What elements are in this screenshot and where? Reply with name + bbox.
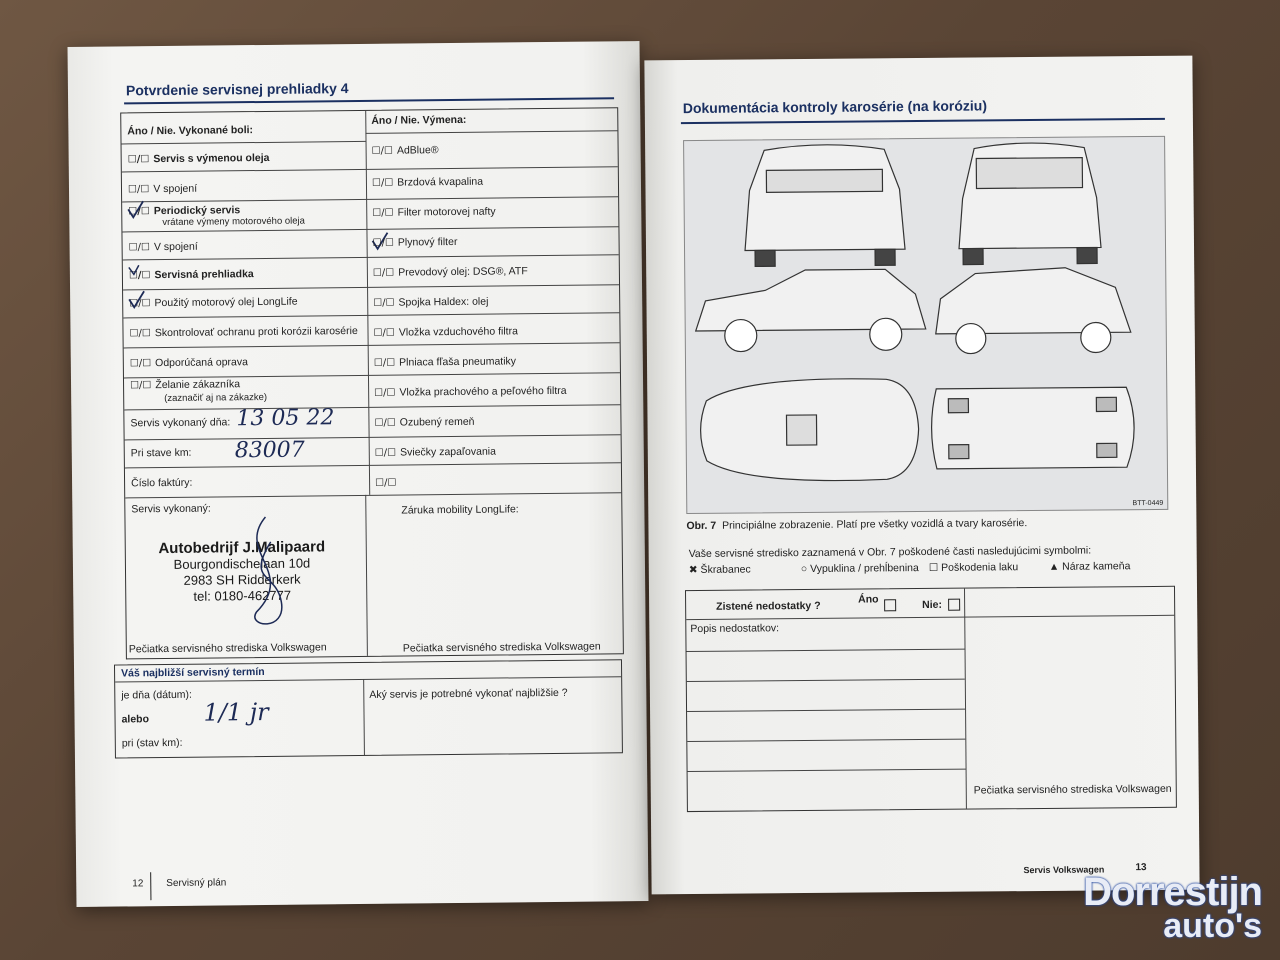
title-rule [124,97,614,104]
row-left-0: ☐/☐ Servis s výmenou oleja [127,151,270,166]
right-page [644,56,1199,895]
handwritten-next: 1/1 jr [203,697,269,727]
car-underbody-view [931,387,1134,469]
left-page-number: 12 [132,878,144,890]
row-left-3: ☐/☐ V spojení [128,240,198,254]
logo-text-line2: auto's [1163,907,1262,945]
next-or: alebo [121,713,150,726]
row-left-1: ☐/☐ V spojení [127,182,198,196]
col2-header: Áno / Nie. Výmena: [371,113,467,127]
stamp-caption: Pečiatka servisného strediska Volkswagen [973,782,1172,797]
handwritten-date: 13 05 22 [236,405,335,432]
no-label: Nie: [922,598,943,612]
defects-table [685,586,1177,812]
car-diagram [683,136,1168,514]
dealer-logo [1083,870,1262,946]
car-rear-view [744,144,905,266]
row-left-8-sub: (zaznačiť aj na zákazke) [164,391,268,405]
row-right-7: ☐/☐ Plniaca fľaša pneumatiky [373,355,517,369]
row-right-4: ☐/☐ Prevodový olej: DSG®, ATF [372,265,528,279]
figure-code: BTT-0449 [1132,499,1164,508]
row-right-11: ☐/☐ [375,477,397,489]
next-service-box [114,659,623,758]
checkmark-icon [127,261,147,277]
next-question: Aký servis je potrebné vykonať najbližšie ? [369,686,568,701]
performed-label: Servis vykonaný: [131,502,211,516]
dealer-stamp: Autobedrijf J.Malipaard Bourgondischelaan 10d 2983 SH Ridderkerk tel: 0180-462777 [158,538,326,604]
row-right-6: ☐/☐ Vložka vzduchového filtra [373,325,518,339]
stamp-caption-left: Pečiatka servisného strediska Volkswagen [128,641,327,656]
checkmark-icon [127,289,147,311]
row-right-8: ☐/☐ Vložka prachového a peľového filtra [374,384,567,399]
row-right-3: ☐/☐ Plynový filter [372,235,458,249]
row-right-5: ☐/☐ Spojka Haldex: olej [373,295,489,309]
checkmark-icon [126,199,146,221]
stamp-caption-right: Pečiatka servisného strediska Volkswagen [402,640,601,655]
row-left-2-sub: vrátane výmeny motorového oleja [162,215,305,229]
left-page-title: Potvrdenie servisnej prehliadky 4 [125,80,349,99]
legend-intro: Vaše servisné stredisko zaznamená v Obr. 7 poškodené časti nasledujúcimi symbolmi: [688,544,1092,561]
yes-checkbox[interactable] [884,599,896,611]
row-left-4: ☐/☐ Servisná prehliadka [128,268,254,282]
car-side-view-hatch [935,267,1131,354]
col1-header: Áno / Nie. Vykonané boli: [127,124,254,138]
row-right-2: ☐/☐ Filter motorovej nafty [372,205,496,219]
right-page-number: 13 [1135,862,1147,874]
legend-dent: ○ Vypuklina / prehĺbenina [800,562,919,576]
row-left-7: ☐/☐ Odporúčaná oprava [129,356,249,370]
km-label: Pri stave km: [130,446,192,460]
next-date-label: je dňa (dátum): [121,688,192,702]
row-left-2: ☐/☐ Periodický servis [128,204,241,218]
legend-paint: ☐ Poškodenia laku [928,561,1019,574]
car-side-view [695,269,926,352]
row-right-0: ☐/☐ AdBlue® [371,144,439,157]
right-page-section: Servis Volkswagen [1023,864,1105,876]
servis-date-label: Servis vykonaný dňa: [130,416,231,430]
logo-text-line1: Dorrestijn [1083,870,1262,914]
invoice-label: Číslo faktúry: [131,476,193,490]
service-table [120,107,624,659]
next-service-title: Váš najbližší servisný termín [121,665,265,680]
row-left-6: ☐/☐ Skontrolovať ochranu proti korózii karosérie [129,324,358,340]
yes-label: Áno [858,593,879,606]
title-rule [681,118,1165,124]
next-km-label: pri (stav km): [121,736,183,750]
row-right-10: ☐/☐ Sviečky zapaľovania [374,445,497,459]
left-page [68,41,649,907]
legend-scratch: ✖ Škrabanec [688,563,751,577]
no-checkbox[interactable] [948,599,960,611]
signature-icon [225,512,306,643]
row-left-8: ☐/☐ Želanie zákazníka [130,378,241,392]
left-page-section: Servisný plán [166,877,227,890]
row-left-5: ☐/☐ Použitý motorový olej LongLife [129,295,298,310]
description-label: Popis nedostatkov: [690,622,780,636]
mobility-label: Záruka mobility LongLife: [401,503,519,517]
row-right-1: ☐/☐ Brzdová kvapalina [371,175,484,189]
car-front-view [958,142,1101,264]
figure-caption: Obr. 7 Principiálne zobrazenie. Platí pre všetky vozidlá a tvary karosérie. [686,517,1028,533]
handwritten-km: 83007 [234,437,305,464]
defects-label: Zistené nedostatky ? [716,599,821,613]
car-top-view [700,378,919,482]
legend-stone: ▲ Náraz kameňa [1048,560,1131,573]
row-right-9: ☐/☐ Ozubený remeň [374,415,475,429]
right-page-title: Dokumentácia kontroly karosérie (na koróziu) [682,97,988,117]
